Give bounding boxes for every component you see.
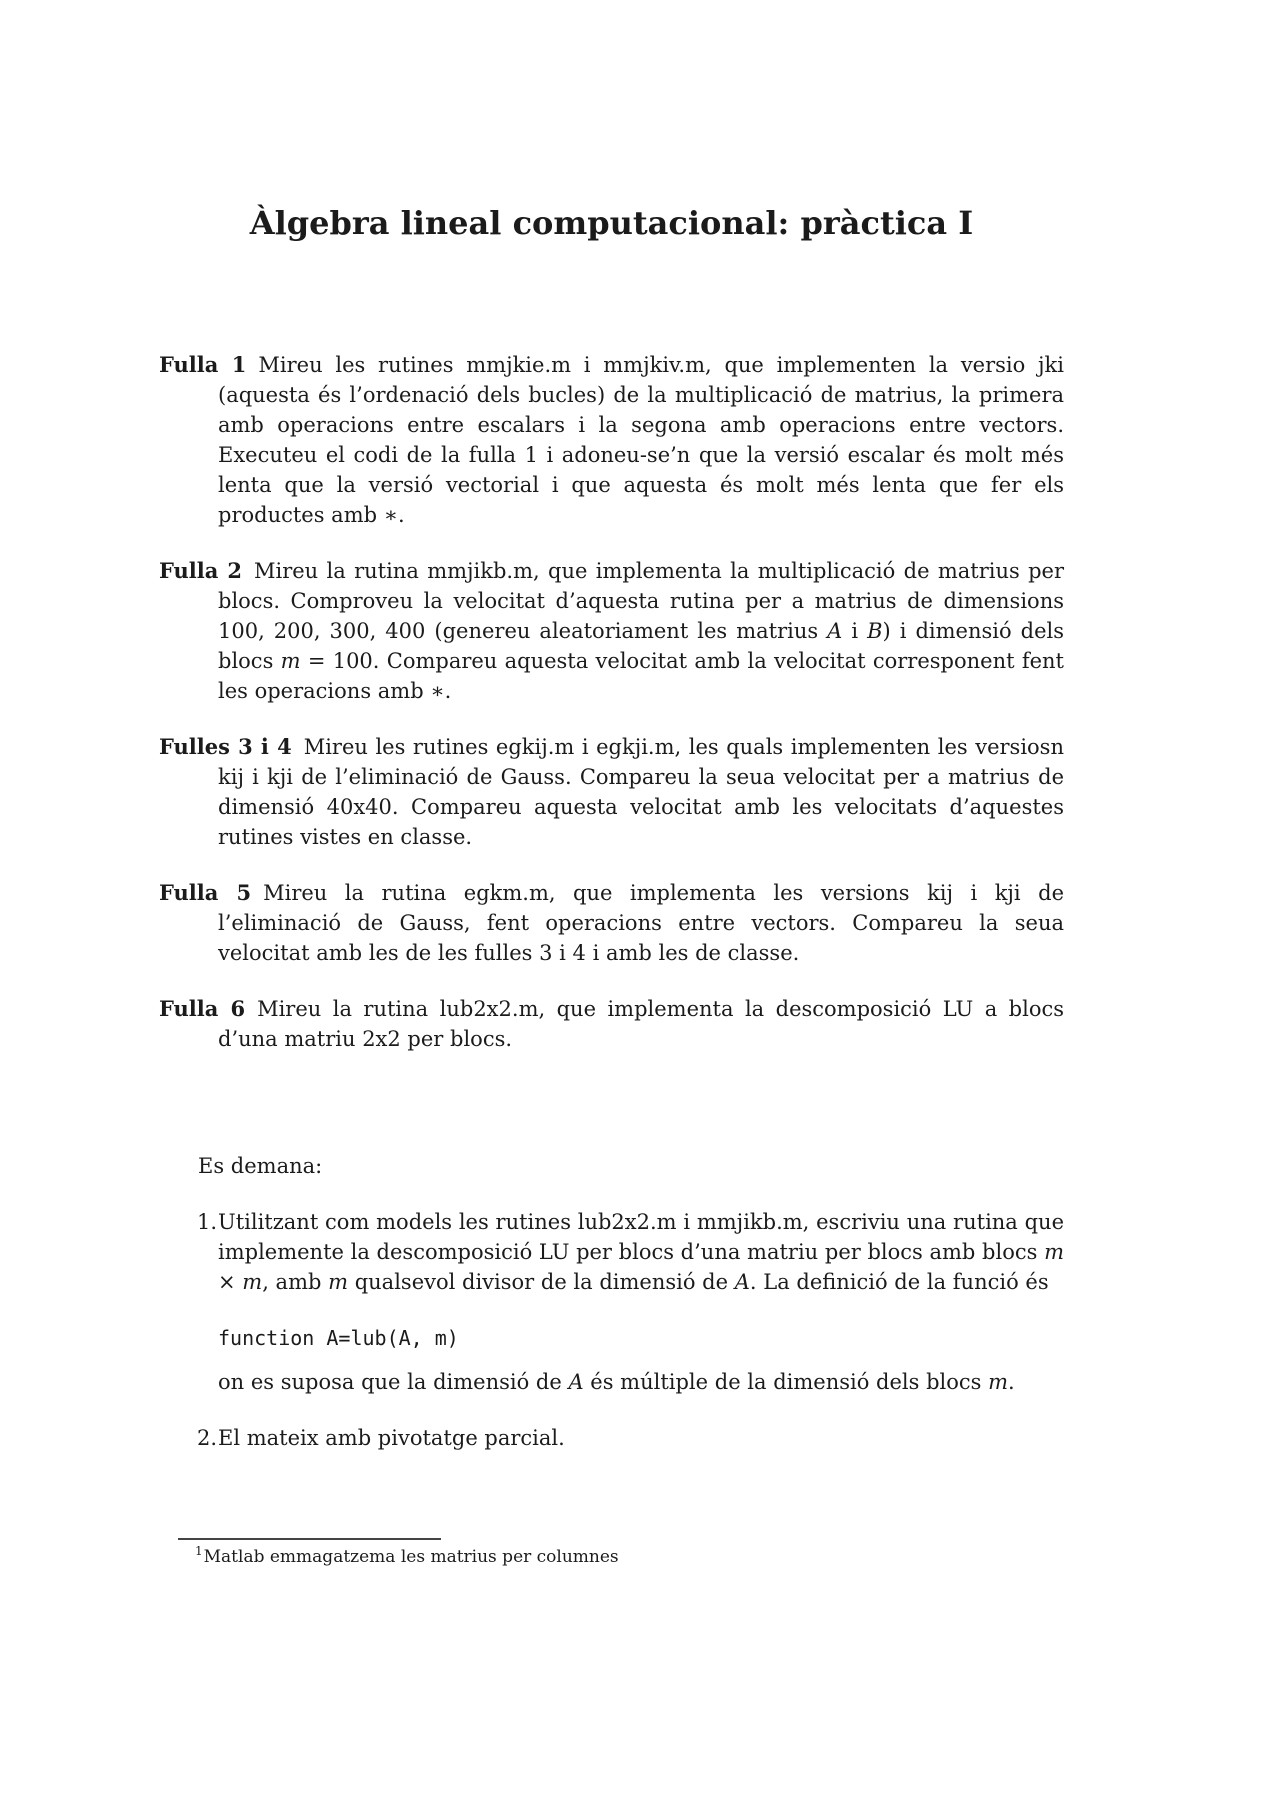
task-list bbox=[159, 1207, 1064, 1453]
footnote bbox=[159, 1538, 1064, 1568]
task-2-body bbox=[218, 1423, 1064, 1453]
fulles-3-4-label: Fulles 3 i 4 bbox=[159, 734, 292, 759]
task-2 bbox=[159, 1423, 1064, 1453]
text-block bbox=[159, 0, 1064, 1453]
fulla-5-text: Mireu la rutina egkm.m, que implementa les versions kij i kji de l’eliminació de Gauss, fent operacions entre vectors. Compareu la seua velocitat amb les de les fulles 3 i 4 i amb les de classe. bbox=[218, 881, 1065, 965]
paragraph-fulla-5 bbox=[159, 878, 1064, 968]
task-1-after-text: on es suposa que la dimensió de A és múltiple de la dimensió dels blocs m. bbox=[218, 1370, 1015, 1394]
fulla-2-text: Mireu la rutina mmjikb.m, que implementa la multiplicació de matrius per blocs. Comproveu la velocitat d’aquesta rutina per a matrius de dimensions 100, 200, 300, 400 (genereu aleatoriament les matrius A i B) i dimensió dels blocs m = 100. Compareu aquesta velocitat amb la velocitat corresponent fent les operacions amb ∗. bbox=[218, 559, 1065, 703]
paragraph-fulla-1 bbox=[159, 350, 1064, 530]
fulla-5-label: Fulla 5 bbox=[159, 880, 252, 905]
document-title: Àlgebra lineal computacional: pràctica I bbox=[249, 204, 974, 242]
paragraph-fulles-3-4 bbox=[159, 732, 1064, 852]
footnote-rule bbox=[178, 1538, 441, 1540]
footnote-marker: 1 bbox=[195, 1544, 203, 1559]
footnote-text bbox=[195, 1546, 1064, 1568]
task-1 bbox=[159, 1207, 1064, 1397]
paragraph-fulla-6 bbox=[159, 994, 1064, 1054]
task-2-text: El mateix amb pivotatge parcial. bbox=[218, 1426, 565, 1450]
task-1-code: function A=lub(A, m) bbox=[218, 1326, 459, 1350]
paragraph-fulla-2 bbox=[159, 556, 1064, 706]
footnote-body: Matlab emmagatzema les matrius per columnes bbox=[203, 1547, 619, 1567]
fulla-1-text: Mireu les rutines mmjkie.m i mmjkiv.m, que implementen la versio jki (aquesta és l’ordenació dels bucles) de la multiplicació de matrius, la primera amb operacions entre escalars i la segona amb operacions entre vectors. Executeu el codi de la fulla 1 i adoneu-se’n que la versió escalar és molt més lenta que la versió vectorial i que aquesta és molt més lenta que fer els productes amb ∗. bbox=[218, 353, 1064, 527]
fulla-6-text: Mireu la rutina lub2x2.m, que implementa la descomposició LU a blocs d’una matriu 2x2 per blocs. bbox=[218, 997, 1065, 1051]
fulles-3-4-text: Mireu les rutines egkij.m i egkji.m, les quals implementen les versiosn kij i kji de l’eliminació de Gauss. Compareu la seua velocitat per a matrius de dimensió 40x40. Compareu aquesta velocitat amb les velocitats d’aquestes rutines vistes en classe. bbox=[218, 735, 1064, 849]
fulla-1-label: Fulla 1 bbox=[159, 352, 247, 377]
es-demana-heading: Es demana: bbox=[198, 1154, 323, 1178]
fulla-6-label: Fulla 6 bbox=[159, 996, 246, 1021]
task-2-number: 2. bbox=[197, 1426, 218, 1450]
task-1-number: 1. bbox=[197, 1210, 218, 1234]
fulla-list bbox=[159, 350, 1064, 1054]
task-1-text: Utilitzant com models les rutines lub2x2.m i mmjikb.m, escriviu una rutina que implemente la descomposició LU per blocs d’una matriu per blocs amb blocs m × m, amb m qualsevol divisor de la dimensió de A. La definició de la funció és bbox=[218, 1210, 1064, 1294]
fulla-2-label: Fulla 2 bbox=[159, 558, 242, 583]
task-1-body bbox=[218, 1207, 1064, 1397]
